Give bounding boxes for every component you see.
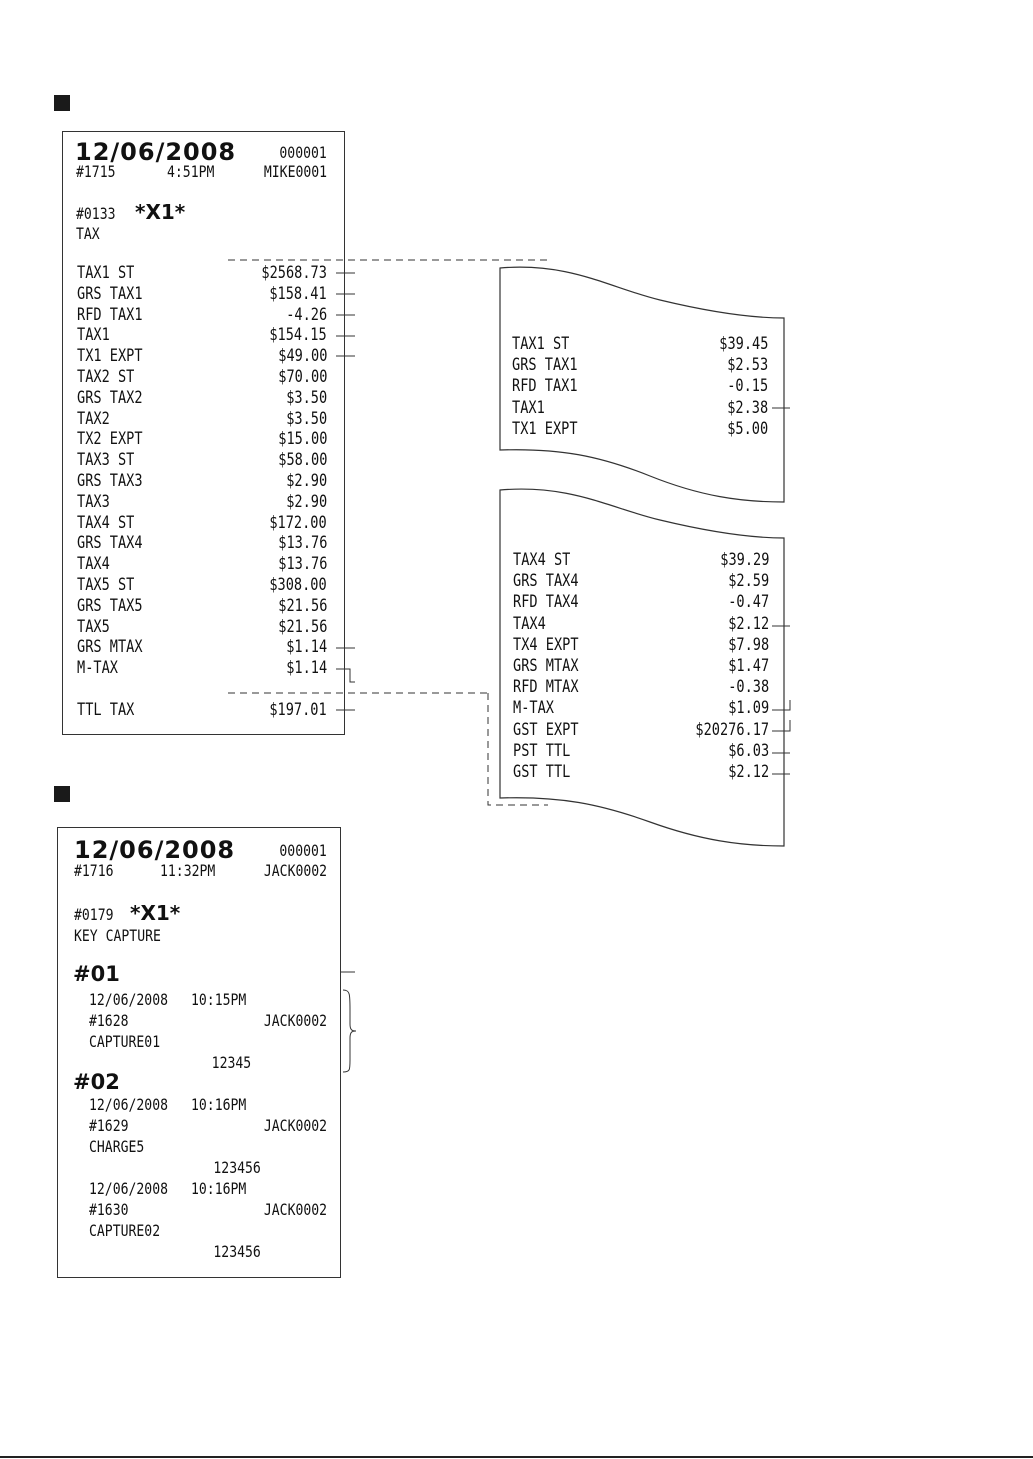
row-value: $2.12 <box>728 762 769 782</box>
report-code: #0179 <box>74 905 114 924</box>
row-label: GRS TAX1 <box>77 283 143 304</box>
row-value: $3.50 <box>286 387 327 408</box>
report-mode: *X1* <box>130 901 181 925</box>
entry-date: 12/06/2008 <box>89 1095 168 1114</box>
clerk-name: JACK0002 <box>263 861 327 880</box>
row-value: $5.00 <box>727 418 768 439</box>
entry-name: CAPTURE02 <box>89 1221 161 1240</box>
row-value: $13.76 <box>277 533 327 554</box>
row-label: M-TAX <box>77 658 118 679</box>
row-label: GRS TAX4 <box>77 533 143 554</box>
receipt-date: 12/06/2008 <box>74 836 236 864</box>
row-value: $20276.17 <box>695 719 769 740</box>
row-label: GRS MTAX <box>513 656 579 676</box>
row-label: TX2 EXPT <box>77 429 143 450</box>
report-title: KEY CAPTURE <box>74 926 161 945</box>
row-label: TTL TAX <box>77 700 135 720</box>
row-value: $172.00 <box>269 512 327 533</box>
row-value: $1.47 <box>728 656 769 676</box>
row-label: TAX4 ST <box>77 512 135 533</box>
report-title: TAX <box>76 224 100 243</box>
row-label: TAX1 ST <box>77 263 135 283</box>
row-label: GST TTL <box>513 762 571 782</box>
entry-date: 12/06/2008 <box>89 1179 168 1198</box>
entry-name: CHARGE5 <box>89 1137 145 1156</box>
row-label: TAX4 <box>77 554 110 575</box>
report-code: #0133 <box>76 204 116 223</box>
consecutive-number: 000001 <box>279 143 327 162</box>
dashed-bracket <box>488 693 548 805</box>
entry-time: 10:16PM <box>191 1095 247 1114</box>
row-label: TAX4 ST <box>513 550 571 570</box>
row-value: $1.14 <box>286 637 327 658</box>
entry-number: #1628 <box>89 1011 129 1030</box>
row-label: GRS TAX5 <box>77 595 143 616</box>
row-value: $2568.73 <box>261 263 327 283</box>
row-label: TAX2 ST <box>77 367 135 387</box>
receipt-time: 11:32PM <box>160 861 216 880</box>
capture-group-02: #02 <box>73 1070 120 1094</box>
row-value: $49.00 <box>277 346 327 367</box>
report-mode: *X1* <box>135 200 186 224</box>
row-value: $21.56 <box>277 595 327 616</box>
row-value: $158.41 <box>269 283 327 304</box>
row-label: GST EXPT <box>513 719 579 740</box>
row-label: M-TAX <box>513 698 554 719</box>
row-value: -0.38 <box>728 677 769 698</box>
row-label: TX1 EXPT <box>512 418 578 439</box>
row-label: TAX1 ST <box>512 334 570 354</box>
row-label: TAX5 <box>77 616 110 637</box>
receipt-number: #1715 <box>76 162 116 181</box>
row-value: $1.14 <box>286 658 327 679</box>
row-label: TAX3 <box>77 491 110 512</box>
key-capture-receipt <box>57 827 341 1278</box>
row-value: $2.12 <box>728 613 769 634</box>
entry-clerk: JACK0002 <box>263 1200 327 1219</box>
entry-date: 12/06/2008 <box>89 990 168 1009</box>
row-value: $154.15 <box>269 325 327 346</box>
entry-code: 123456 <box>213 1242 261 1261</box>
row-label: GRS MTAX <box>77 637 143 658</box>
row-label: TAX5 ST <box>77 575 135 595</box>
row-label: RFD TAX4 <box>513 592 579 613</box>
entry-time: 10:16PM <box>191 1179 247 1198</box>
capture-group-01: #01 <box>73 962 120 986</box>
receipt-date: 12/06/2008 <box>75 138 237 166</box>
row-value: $39.45 <box>718 334 768 354</box>
row-label: RFD MTAX <box>513 677 579 698</box>
row-value: $1.09 <box>728 698 769 719</box>
row-value: $6.03 <box>728 740 769 761</box>
row-value: $21.56 <box>277 616 327 637</box>
entry-clerk: JACK0002 <box>263 1011 327 1030</box>
row-value: $39.29 <box>719 550 769 570</box>
row-label: TAX4 <box>513 613 546 634</box>
row-label: GRS TAX2 <box>77 387 143 408</box>
row-value: $2.53 <box>727 355 768 376</box>
row-label: TAX1 <box>512 397 545 418</box>
row-value: $2.59 <box>728 571 769 592</box>
row-value: $15.00 <box>277 429 327 450</box>
row-value: -0.15 <box>727 376 768 397</box>
row-label: RFD TAX1 <box>512 376 578 397</box>
row-label: TX1 EXPT <box>77 346 143 367</box>
row-value: -4.26 <box>286 304 327 325</box>
entry-name: CAPTURE01 <box>89 1032 161 1051</box>
row-label: GRS TAX1 <box>512 355 578 376</box>
row-label: GRS TAX3 <box>77 471 143 491</box>
page-bottom-rule <box>0 1456 1033 1458</box>
row-value: $2.90 <box>286 491 327 512</box>
row-label: TAX3 ST <box>77 450 135 471</box>
entry-number: #1630 <box>89 1200 129 1219</box>
consecutive-number: 000001 <box>279 841 327 860</box>
row-label: TAX1 <box>77 325 110 346</box>
row-value: $3.50 <box>286 408 327 429</box>
row-label: RFD TAX1 <box>77 304 143 325</box>
row-value: $2.90 <box>286 471 327 491</box>
row-value: $13.76 <box>277 554 327 575</box>
receipt-number: #1716 <box>74 861 114 880</box>
row-value: $308.00 <box>269 575 327 595</box>
row-label: TAX2 <box>77 408 110 429</box>
entry-code: 12345 <box>211 1053 251 1072</box>
entry-number: #1629 <box>89 1116 129 1135</box>
row-value: $7.98 <box>728 634 769 655</box>
entry-clerk: JACK0002 <box>263 1116 327 1135</box>
row-value: $2.38 <box>727 397 768 418</box>
entry-code: 123456 <box>213 1158 261 1177</box>
clerk-name: MIKE0001 <box>263 162 327 181</box>
receipt-time: 4:51PM <box>167 162 215 181</box>
brace <box>343 990 356 1072</box>
row-label: PST TTL <box>513 740 571 761</box>
row-value: $70.00 <box>277 367 327 387</box>
row-label: GRS TAX4 <box>513 571 579 592</box>
entry-time: 10:15PM <box>191 990 247 1009</box>
row-value: $58.00 <box>277 450 327 471</box>
row-value: $197.01 <box>269 700 327 720</box>
row-value: -0.47 <box>728 592 769 613</box>
row-label: TX4 EXPT <box>513 634 579 655</box>
